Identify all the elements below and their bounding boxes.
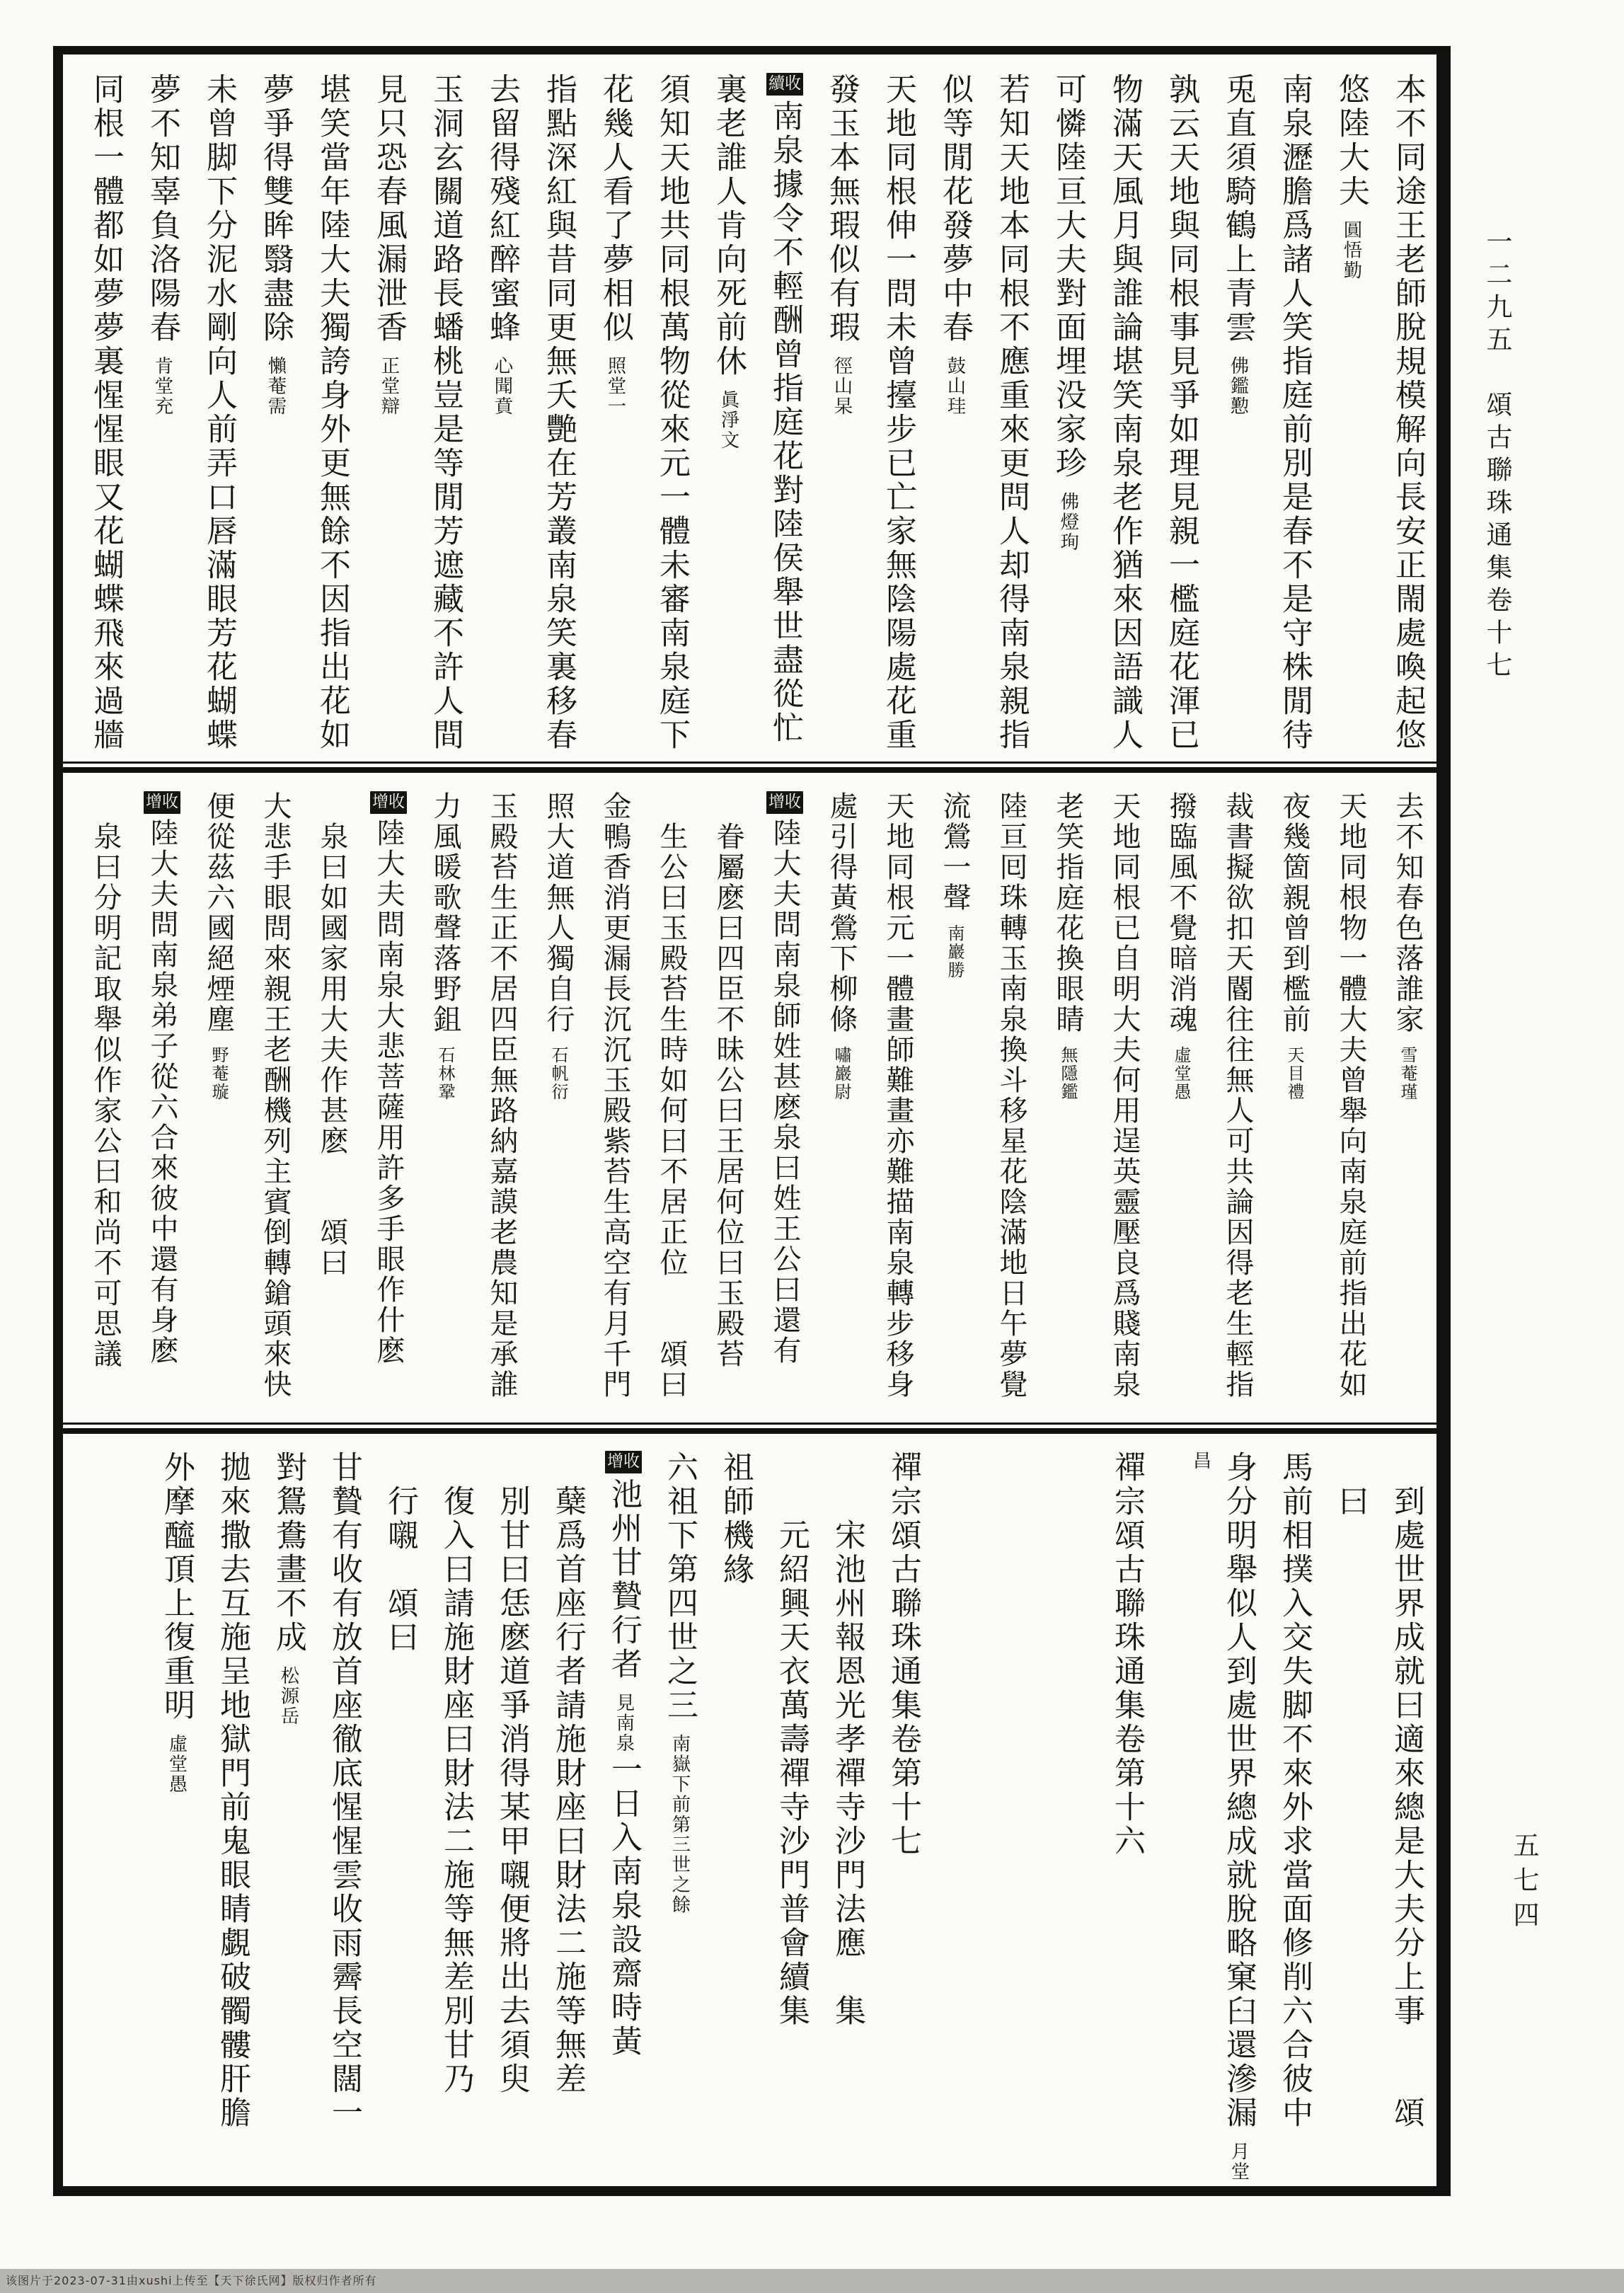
column-text: 一日入南泉設齋時黃 (606, 1752, 642, 2059)
column-text: 蘖爲首座行者請施財座曰財法二施等無差 (550, 1485, 586, 2096)
column-text: 天地同根已自明大夫何用逞英靈壓良爲賤南泉 (1108, 791, 1141, 1400)
column-text: 甘贄有收有放首座徹底惺惺雲收雨霽長空闊一 (326, 1451, 362, 2130)
annotation-small-text: 南巖勝 (945, 924, 964, 979)
column-text: 物滿天風月與誰論堪笑南泉老作猶來因語識人 (1107, 73, 1143, 752)
watermark-text: 该图片于2023-07-31由xushi上传至【天下徐氏网】版权归作者所有 (0, 2269, 1624, 2293)
supplement-mark: 續收 (766, 73, 803, 96)
panel-divider-lower (63, 1423, 1436, 1434)
column-text: 指點深紅與昔同更無夭艷在芳叢南泉笑裏移春 (541, 73, 577, 752)
text-column (157, 1451, 195, 2188)
annotation-small-text: 圓悟勤 (1340, 220, 1362, 281)
text-column (1219, 791, 1257, 1424)
text-column (369, 73, 408, 763)
annotation-small-text: 野菴璇 (209, 1046, 229, 1101)
panel-middle (63, 774, 1436, 1424)
text-column (772, 1451, 810, 2188)
annotation-small-text: 徑山杲 (831, 356, 853, 417)
supplement-mark: 增收 (370, 791, 407, 814)
text-column (596, 791, 634, 1424)
column-text: 馬前相撲入交失脚不來外求當面修削六合彼中 (1277, 1451, 1313, 2130)
column-text: 流鶯一聲 (938, 791, 971, 913)
text-column (992, 791, 1030, 1424)
text-column (1332, 73, 1370, 763)
column-text: 陸大夫問南泉師姓甚麽泉曰姓王公曰還有 (768, 817, 801, 1366)
annotation-small-text: 月堂昌 (1190, 1451, 1250, 2182)
annotation-small-text: 松源岳 (277, 1666, 299, 1727)
column-text: 天地同根伸一問未曾擡步已亡家無陰陽處花重 (880, 73, 916, 752)
text-column (652, 791, 691, 1424)
text-column (369, 791, 408, 1424)
column-text: 身分明舉似人到處世界總成就脫略窠臼還滲漏 (1221, 1451, 1257, 2130)
text-column (483, 73, 521, 763)
column-text: 陸亘囘珠轉玉南泉換斗移星花陰滿地日午夢覺 (995, 791, 1027, 1400)
column-text: 發玉本無瑕似有瑕 (824, 73, 860, 345)
annotation-small-text: 眞淨文 (718, 390, 739, 451)
text-column (269, 1451, 307, 2188)
column-text: 兎直須騎鶴上青雲 (1220, 73, 1256, 345)
text-column (143, 73, 181, 763)
text-column (1331, 1451, 1369, 2188)
column-text: 玉殿苔生正不居四臣無路納嘉謨老農知是承誰 (485, 791, 518, 1400)
column-text: 行嚫 頌曰 (382, 1485, 418, 1655)
column-text: 曰 (1332, 1485, 1369, 1519)
annotation-small-text: 虛堂愚 (166, 1734, 188, 1795)
column-text: 天地同根元一體畫師難畫亦難描南泉轉步移身 (882, 791, 914, 1400)
text-column (426, 791, 464, 1424)
text-column (313, 73, 351, 763)
text-column (1190, 1451, 1257, 2188)
annotation-small-text: 佛鑑懃 (1227, 356, 1249, 417)
supplement-mark: 增收 (766, 791, 803, 814)
annotation-small-text: 佛燈珣 (1057, 492, 1079, 553)
text-column (935, 73, 974, 763)
text-column (660, 1451, 698, 2188)
text-column (716, 1451, 754, 2188)
text-column (879, 791, 917, 1424)
column-text: 泉曰如國家用大夫作甚麽 頌曰 (316, 822, 348, 1278)
text-column (1162, 791, 1200, 1424)
blank-column (1163, 1451, 1202, 2188)
supplement-mark: 增收 (605, 1451, 642, 1473)
column-text: 別甘曰恁麽道爭消得某甲嚫便將出去須臾 (494, 1485, 530, 2096)
text-column (604, 1451, 643, 2188)
text-column (1387, 1451, 1425, 2188)
text-column (828, 1451, 866, 2188)
column-text: 須知天地共同根萬物從來元一體未審南泉庭下 (654, 73, 690, 752)
column-text: 眷屬麽曰四臣不昧公曰王居何位曰玉殿苔 (712, 822, 744, 1369)
text-column (1105, 73, 1144, 763)
annotation-small-text: 雪菴瑾 (1398, 1046, 1417, 1101)
panel-divider-upper (63, 762, 1436, 773)
annotation-small-text: 天目禮 (1284, 1046, 1304, 1101)
text-column (709, 73, 747, 763)
annotation-small-text: 虛堂愚 (1171, 1046, 1191, 1101)
annotation-small-text: 鼓山珪 (944, 356, 966, 417)
column-text: 似等閒花發夢中春 (937, 73, 973, 345)
text-column (313, 791, 351, 1424)
text-column (548, 1451, 587, 2188)
text-column (879, 73, 917, 763)
annotation-small-text: 嘯巖尉 (831, 1046, 851, 1101)
text-column (1332, 791, 1370, 1424)
annotation-small-text: 石林鞏 (435, 1046, 455, 1101)
text-column (200, 791, 238, 1424)
text-column (213, 1451, 251, 2188)
column-text: 本不同途王老師脫規模解向長安正閙處喚起悠 (1390, 73, 1426, 752)
text-column (1162, 73, 1200, 763)
column-text: 去不知春色落誰家 (1391, 791, 1424, 1035)
text-column (256, 791, 294, 1424)
column-text: 六祖下第四世之三 (662, 1451, 698, 1723)
folio-label: 一二九五 頌古聯珠通集卷十七 (1482, 228, 1512, 684)
annotation-small-text: 正堂辯 (378, 356, 400, 417)
column-text: 玉洞玄關道路長蟠桃豈是等閒芳遮藏不許人間 (427, 73, 463, 752)
column-text: 金鴨香消更漏長沉沉玉殿紫苔生高空有月千門 (599, 791, 631, 1400)
text-column (493, 1451, 531, 2188)
annotation-small-text: 南嶽下前第三世之餘 (669, 1734, 691, 1915)
column-text: 力風暖歌聲落野鉏 (429, 791, 461, 1035)
annotation-small-text: 見南泉 (613, 1692, 635, 1753)
column-text: 泉曰分明記取舉似作家公曰和尚不可思議 (89, 822, 122, 1369)
column-text: 對鴛鴦畫不成 (270, 1451, 306, 1655)
column-text: 生公曰玉殿苔生時如何曰不居正位 頌曰 (655, 822, 688, 1400)
column-text: 南泉據令不輕酬曾指庭花對陸侯舉世盡從忙 (767, 99, 803, 745)
page-number: 五七四 (1509, 1832, 1539, 1936)
column-text: 去留得殘紅醉蜜蜂 (484, 73, 520, 345)
column-text: 宋池州報恩光孝禪寺沙門法應 集 (829, 1519, 865, 2028)
text-column (1275, 791, 1313, 1424)
column-text: 撥臨風不覺暗消魂 (1165, 791, 1197, 1035)
text-column (935, 791, 974, 1424)
annotation-small-text: 肯堂充 (151, 356, 173, 417)
column-text: 復入曰請施財座曰財法二施等無差別甘乃 (438, 1485, 474, 2096)
column-text: 裁書擬欲扣天閽往往無人可共論因得老生輕指 (1221, 791, 1254, 1400)
column-text: 祖師機緣 (718, 1451, 754, 1587)
column-text: 悠陸大夫 (1333, 73, 1369, 209)
column-text: 堪笑當年陸大夫獨誇身外更無餘不因指出花如 (314, 73, 350, 752)
text-column (1388, 73, 1427, 763)
text-column (652, 73, 691, 763)
text-column (483, 791, 521, 1424)
column-text: 處引得黃鶯下柳條 (825, 791, 858, 1035)
column-text: 夜幾箇親曾到檻前 (1278, 791, 1311, 1035)
annotation-small-text: 懶菴需 (265, 356, 287, 417)
column-text: 孰云天地與同根事見爭如理見親一檻庭花渾已 (1163, 73, 1199, 752)
text-column (884, 1451, 922, 2188)
text-column (1049, 791, 1087, 1424)
column-text: 花幾人看了夢相似 (597, 73, 633, 345)
panel-bottom (63, 1435, 1436, 2188)
column-text: 若知天地本同根不應重來更問人却得南泉親指 (994, 73, 1030, 752)
text-column (381, 1451, 419, 2188)
text-column (1275, 73, 1313, 763)
text-column (437, 1451, 475, 2188)
column-text: 夢不知辜負洛陽春 (144, 73, 180, 345)
text-column (200, 73, 238, 763)
column-text: 拋來撒去互施呈地獄門前鬼眼睛覷破髑髏肝膽 (214, 1451, 250, 2130)
annotation-small-text: 石帆衍 (548, 1046, 568, 1101)
column-text: 外摩醯頂上復重明 (159, 1451, 195, 1723)
column-text: 禪宗頌古聯珠通集卷第十六 (1109, 1451, 1145, 1858)
text-column (766, 73, 804, 763)
text-column (596, 73, 634, 763)
annotation-small-text: 無隱鑑 (1058, 1046, 1078, 1101)
text-column (1219, 73, 1257, 763)
blank-column (1052, 1451, 1090, 2188)
text-column (992, 73, 1030, 763)
column-text: 未曾脚下分泥水剛向人前弄口唇滿眼芳花蝴蝶 (201, 73, 237, 752)
text-column (539, 73, 577, 763)
text-column (256, 73, 294, 763)
column-text: 照大道無人獨自行 (542, 791, 575, 1035)
column-text: 禪宗頌古聯珠通集卷第十七 (885, 1451, 921, 1858)
text-column (1388, 791, 1427, 1424)
column-text: 見只恐春風漏泄香 (371, 73, 407, 345)
annotation-small-text: 照堂一 (604, 356, 626, 417)
supplement-mark: 增收 (144, 791, 180, 814)
text-column (822, 73, 860, 763)
column-text: 便從茲六國絕煙塵 (202, 791, 235, 1035)
blank-column (996, 1451, 1034, 2188)
text-column (86, 73, 125, 763)
column-text: 裏老誰人肯向死前休 (710, 73, 747, 379)
text-column (766, 791, 804, 1424)
annotation-small-text: 心聞賁 (491, 356, 513, 417)
text-column (426, 73, 464, 763)
text-column (822, 791, 860, 1424)
column-text: 天地同根物一體大夫曾舉向南泉庭前指出花如 (1335, 791, 1367, 1400)
column-text: 可憐陸亘大夫對面埋没家珍 (1050, 73, 1086, 481)
panel-top (63, 54, 1436, 763)
text-column (86, 791, 125, 1424)
text-column (709, 791, 747, 1424)
text-column (1107, 1451, 1146, 2188)
text-column (325, 1451, 363, 2188)
column-text: 夢爭得雙眸翳盡除 (258, 73, 294, 345)
text-column (1049, 73, 1087, 763)
column-text: 南泉瀝膽爲諸人笑指庭前別是春不是守株閒待 (1277, 73, 1313, 752)
blank-column (940, 1451, 978, 2188)
column-text: 池州甘贄行者 (606, 1477, 642, 1682)
column-text: 陸大夫問南泉弟子從六合來彼中還有身麽 (146, 817, 178, 1366)
column-text: 老笑指庭花換眼睛 (1052, 791, 1084, 1035)
text-column (539, 791, 577, 1424)
column-text: 元紹興天衣萬壽禪寺沙門普會續集 (773, 1519, 810, 2028)
text-column (1275, 1451, 1313, 2188)
column-text: 到處世界成就曰適來總是大夫分上事 頌 (1388, 1485, 1424, 2130)
text-column (143, 791, 181, 1424)
column-text: 同根一體都如夢夢裏惺惺眼又花蝴蝶飛來過牆 (88, 73, 124, 752)
column-text: 大悲手眼問來親王老酬機列主賓倒轉鎗頭來快 (259, 791, 292, 1400)
column-text: 陸大夫問南泉大悲菩薩用許多手眼作什麽 (372, 817, 405, 1366)
text-column (1105, 791, 1144, 1424)
